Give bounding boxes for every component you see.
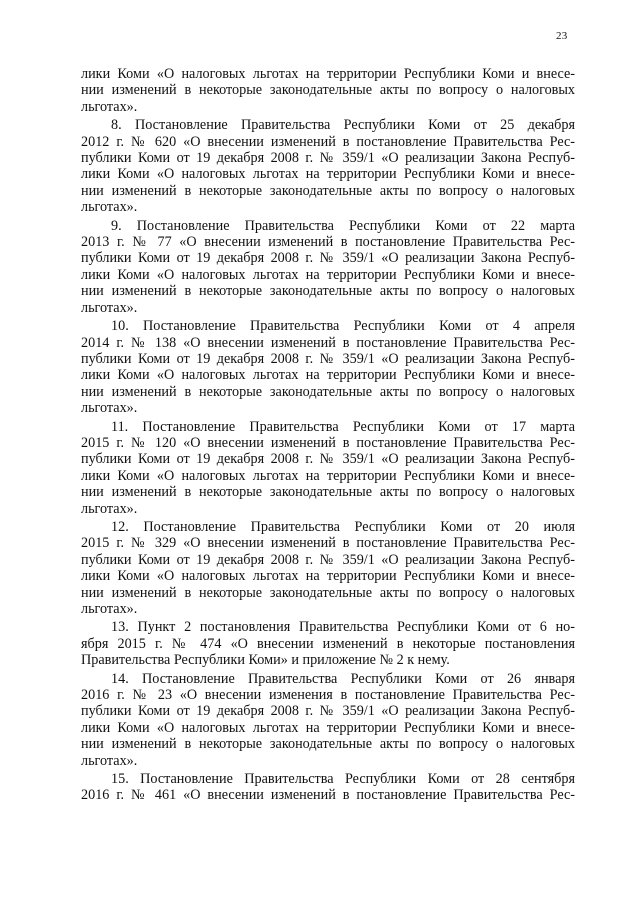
paragraph	[81, 117, 575, 215]
text-line: льготах».	[81, 98, 138, 115]
text-line: лики Коми «О налоговых льготах на территории Республики Коми и внесе-	[81, 719, 575, 736]
text-line: 8. Постановление Правительства Республики Коми от 25 декабря	[111, 117, 575, 134]
text-line: лики Коми «О налоговых льготах на территории Республики Коми и внесе-	[81, 266, 575, 283]
text-line: лики Коми «О налоговых льготах на территории Республики Коми и внесе-	[81, 568, 575, 585]
page-number: 23	[556, 30, 568, 42]
text-line: публики Коми от 19 декабря 2008 г. № 359/1 «О реализации Закона Респуб-	[81, 250, 575, 267]
text-line: 2013 г. № 77 «О внесении изменений в постановление Правительства Рес-	[81, 234, 575, 251]
paragraph	[81, 671, 575, 769]
text-line: ября 2015 г. № 474 «О внесении изменений в некоторые постановления	[81, 635, 575, 652]
text-line: лики Коми «О налоговых льготах на территории Республики Коми и внесе-	[81, 166, 575, 183]
text-line: 2012 г. № 620 «О внесении изменений в постановление Правительства Рес-	[81, 133, 575, 150]
text-line: 2015 г. № 120 «О внесении изменений в постановление Правительства Рес-	[81, 434, 575, 451]
text-line: 2015 г. № 329 «О внесении изменений в постановление Правительства Рес-	[81, 535, 575, 552]
text-line: нии изменений в некоторые законодательные акты по вопросу о налоговых	[81, 484, 575, 501]
text-line: публики Коми от 19 декабря 2008 г. № 359/1 «О реализации Закона Респуб-	[81, 551, 575, 568]
text-line: 11. Постановление Правительства Республики Коми от 17 марта	[111, 418, 575, 435]
text-line: 10. Постановление Правительства Республики Коми от 4 апреля	[111, 318, 575, 335]
paragraph	[81, 218, 575, 316]
text-line: публики Коми от 19 декабря 2008 г. № 359/1 «О реализации Закона Респуб-	[81, 350, 575, 367]
text-line: 9. Постановление Правительства Республики Коми от 22 марта	[111, 217, 575, 234]
text-line: публики Коми от 19 декабря 2008 г. № 359/1 «О реализации Закона Респуб-	[81, 451, 575, 468]
paragraph	[81, 318, 575, 416]
text-line: нии изменений в некоторые законодательные акты по вопросу о налоговых	[81, 736, 575, 753]
text-line: Правительства Республики Коми» и приложение № 2 к нему.	[81, 652, 450, 669]
text-line: льготах».	[81, 299, 138, 316]
text-line: 2016 г. № 461 «О внесении изменений в постановление Правительства Рес-	[81, 787, 575, 804]
text-line: 15. Постановление Правительства Республики Коми от 28 сентября	[111, 771, 575, 788]
text-line: льготах».	[81, 752, 138, 769]
text-line: нии изменений в некоторые законодательные акты по вопросу о налоговых	[81, 283, 575, 300]
text-line: 14. Постановление Правительства Республики Коми от 26 января	[111, 670, 575, 687]
text-line: 13. Пункт 2 постановления Правительства Республики Коми от 6 но-	[111, 619, 575, 636]
paragraph	[81, 66, 575, 115]
text-line: льготах».	[81, 500, 138, 517]
text-line: нии изменений в некоторые законодательные акты по вопросу о налоговых	[81, 82, 575, 99]
text-line: публики Коми от 19 декабря 2008 г. № 359/1 «О реализации Закона Респуб-	[81, 703, 575, 720]
text-line: льготах».	[81, 400, 138, 417]
paragraph	[81, 619, 575, 668]
text-line: 2014 г. № 138 «О внесении изменений в постановление Правительства Рес-	[81, 334, 575, 351]
text-line: нии изменений в некоторые законодательные акты по вопросу о налоговых	[81, 383, 575, 400]
paragraph	[81, 519, 575, 617]
text-line: льготах».	[81, 601, 138, 617]
text-line: лики Коми «О налоговых льготах на территории Республики Коми и внесе-	[81, 467, 575, 484]
text-line: 2016 г. № 23 «О внесении изменения в постановление Правительства Рес-	[81, 687, 575, 704]
text-line: публики Коми от 19 декабря 2008 г. № 359/1 «О реализации Закона Респуб-	[81, 150, 575, 167]
document-body	[81, 66, 575, 806]
text-line: 12. Постановление Правительства Республики Коми от 20 июля	[111, 518, 575, 535]
text-line: нии изменений в некоторые законодательные акты по вопросу о налоговых	[81, 182, 575, 199]
paragraph	[81, 419, 575, 517]
text-line: лики Коми «О налоговых льготах на территории Республики Коми и внесе-	[81, 367, 575, 384]
paragraph	[81, 771, 575, 804]
text-line: лики Коми «О налоговых льготах на территории Республики Коми и внесе-	[81, 66, 575, 82]
text-line: нии изменений в некоторые законодательные акты по вопросу о налоговых	[81, 584, 575, 601]
text-line: льготах».	[81, 199, 138, 216]
